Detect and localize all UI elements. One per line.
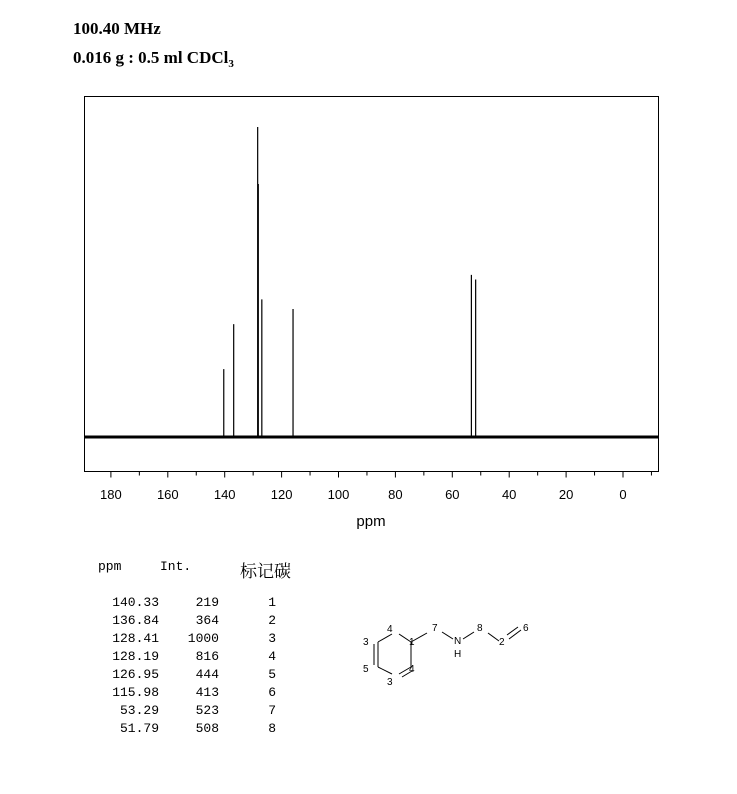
peak-atom: 6: [268, 685, 276, 700]
spectrometer-frequency: 100.40 MHz: [73, 19, 161, 38]
peak-intensity: 816: [195, 649, 219, 664]
label-hydrogen: H: [454, 649, 462, 660]
x-tick-label: 140: [213, 487, 236, 502]
peak-intensity: 1000: [187, 631, 219, 646]
structure-bonds: [374, 627, 521, 677]
molecule-structure: [350, 615, 550, 695]
label-c4-top: 4: [387, 624, 393, 635]
x-tick-label: 60: [445, 487, 460, 502]
peak-intensity: 364: [195, 613, 219, 628]
peak-row: [96, 630, 276, 648]
peak-row: [96, 612, 276, 630]
peak-ppm: 128.19: [112, 649, 159, 664]
plot-frame: [85, 97, 659, 472]
x-axis-ticks: [100, 472, 651, 503]
peak-ppm: 136.84: [112, 613, 159, 628]
x-tick-label: 160: [156, 487, 179, 502]
peak-row: [96, 594, 276, 612]
x-tick-label: 120: [270, 487, 293, 502]
label-c2: 2: [499, 637, 505, 648]
x-tick-label: 20: [558, 487, 574, 502]
peak-atom: 2: [268, 613, 276, 628]
label-c7: 7: [432, 623, 438, 634]
peak-row: [96, 684, 276, 702]
peak-intensity: 523: [195, 703, 219, 718]
peak-ppm: 51.79: [119, 721, 159, 736]
label-c8: 8: [477, 623, 483, 634]
label-c6: 6: [523, 623, 529, 634]
label-c5: 5: [363, 664, 369, 675]
x-tick-label: 80: [388, 487, 403, 502]
peak-intensity: 413: [195, 685, 219, 700]
peaks-layer: [224, 127, 476, 437]
column-header-assignment: 标记碳: [240, 562, 291, 582]
peak-ppm: 140.33: [112, 595, 159, 610]
peak-atom: 1: [268, 595, 276, 610]
x-tick-label: 180: [100, 487, 122, 502]
peak-table: [96, 594, 276, 738]
peak-atom: 4: [268, 649, 276, 664]
peak-ppm: 115.98: [112, 685, 159, 700]
label-c4-bottom: 4: [409, 664, 415, 675]
peak-intensity: 508: [195, 721, 219, 736]
peak-ppm: 53.29: [119, 703, 159, 718]
x-tick-label: 40: [501, 487, 517, 502]
peak-intensity: 219: [195, 595, 219, 610]
peak-ppm: 128.41: [112, 631, 159, 646]
label-c1: 1: [409, 637, 415, 648]
x-tick-label: 0: [619, 487, 627, 502]
label-c3-top: 3: [363, 637, 369, 648]
peak-intensity: 444: [195, 667, 219, 682]
peak-atom: 7: [268, 703, 276, 718]
x-axis-title: ppm: [356, 513, 386, 530]
label-nitrogen: N: [454, 636, 462, 647]
peak-row: [96, 666, 276, 684]
peak-row: [96, 702, 276, 720]
column-header-intensity: Int.: [160, 559, 192, 574]
sample-concentration-subscript: 3: [228, 58, 234, 70]
sample-concentration-text: 0.016 g : 0.5 ml CDCl: [73, 48, 229, 67]
peak-atom: 3: [268, 631, 276, 646]
peak-row: [96, 720, 276, 738]
peak-row: [96, 648, 276, 666]
peak-atom: 5: [268, 667, 276, 682]
label-c3-bottom: 3: [387, 677, 393, 688]
x-tick-label: 100: [327, 487, 350, 502]
peak-ppm: 126.95: [112, 667, 159, 682]
peak-atom: 8: [268, 721, 276, 736]
column-header-ppm: ppm: [98, 559, 122, 574]
